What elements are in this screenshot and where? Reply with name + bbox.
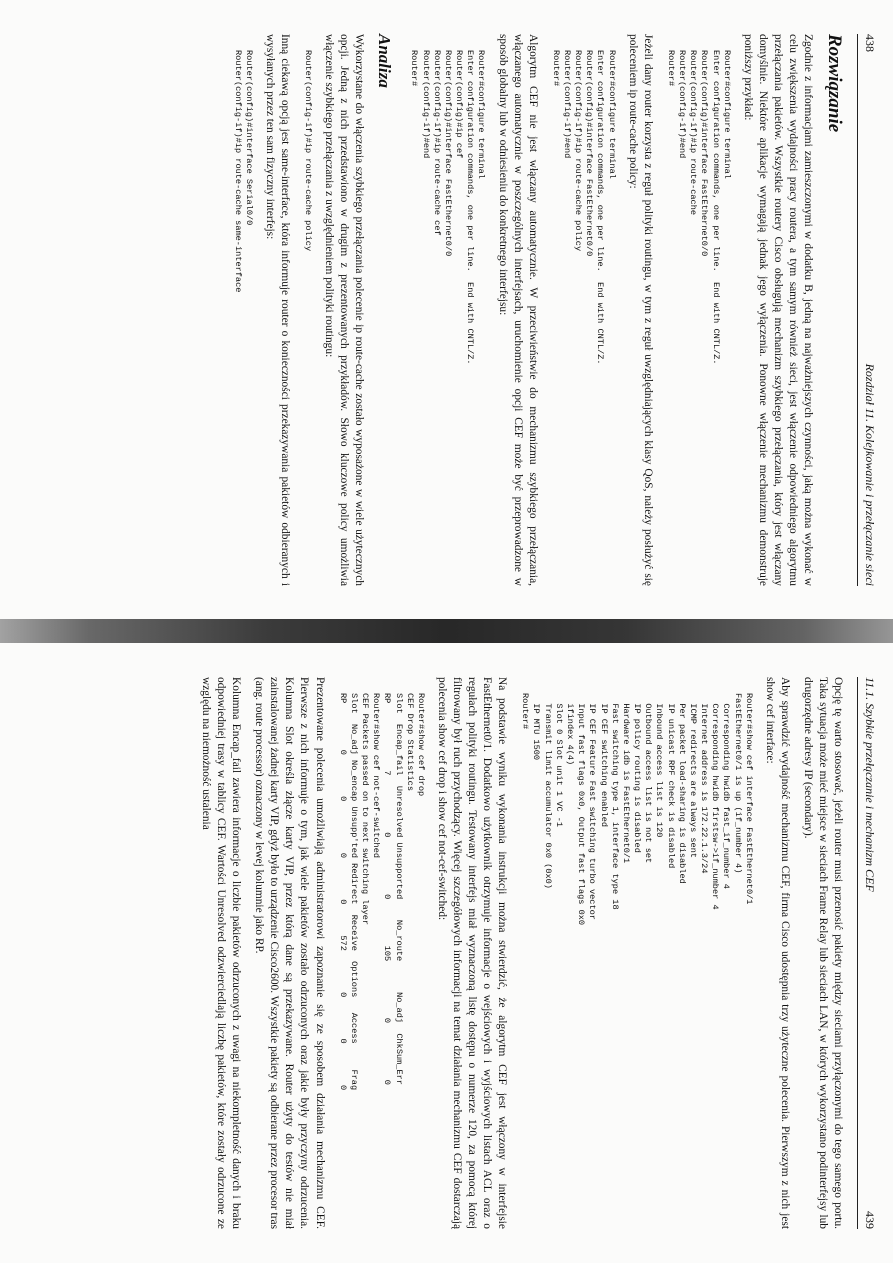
code-line: Router(config-if)#ip route-cache policy (303, 50, 314, 252)
code-line: Router#configure terminal (606, 50, 617, 179)
code-line: CEF Drop Statistics (404, 693, 415, 791)
book-gutter (0, 619, 893, 645)
left-page (0, 0, 893, 620)
code-line: Router(config)#interface Serial0/0 (243, 50, 254, 226)
code-line: ICMP redirects are always sent (687, 693, 698, 859)
code-line: Router#show cef drop (415, 693, 426, 797)
code-line: Router(config)#interface FastEthernet0/0 (584, 50, 595, 257)
section-heading-solution: Rozwiązanie (824, 34, 845, 133)
code-line: FastEthernet0/1 is up (if_number 4) (732, 693, 743, 874)
code-line: Router(config-if)#end (561, 50, 572, 159)
code-line: Corresponding hwidb firstsw->if_number 4 (710, 693, 721, 910)
code-line: Router(config)#ip cef (454, 50, 465, 159)
code-line: Per packet load-sharing is disabled (676, 693, 687, 884)
code-block (232, 50, 254, 586)
code-line: RP 7 0 0 105 0 0 (382, 693, 393, 1085)
right-page (0, 643, 893, 1263)
code-line: RP 0 0 0 0 572 0 0 0 (337, 693, 348, 1091)
code-line: Router(config-if)#end (420, 50, 431, 159)
code-line: Router(config-if)#ip route-cache same-interface (232, 50, 243, 293)
code-line: Slot Encap_fail Unresolved Unsupported No_route No_adj ChkSum_Err (393, 693, 404, 1085)
paragraph: Na podstawie wyniku wykonania instrukcji można stwierdzić, że algorytm CEF jest włączony w interfejsie FastEthernet0/1. Dodatkowo użytkownik otrzymuje informacje o wejściowych i wyjściowych listach ACL oraz o regułach polityki routingu. Testowany interfejs miał wyznaczoną listę dostępu o numerze 120, za pomocą której filtrowany był ruch przychodzący. Więcej szczegółowych informacji na temat działania mechanizmu CEF dostarczają polecenia show cef drop i show cef not-cef-switched: (435, 677, 509, 1229)
code-line: Router(config-if)#end (677, 50, 688, 159)
code-block (302, 50, 313, 586)
code-line: Slot No_adj No_encap Unsupp'ted Redirect Receive Options Access Frag (348, 693, 359, 1091)
code-block (408, 50, 486, 586)
code-line: Router(config-if)#ip route-cache policy (573, 50, 584, 252)
code-block (665, 50, 732, 586)
paragraph: Wykorzystane do włączenia szybkiego przełączania polecenie ip route-cache zostało wyposażone w wiele użytecznych opcji. Jedną z nich przedstawiono w drugim z prezentowanych przykładów. Słowo kluczowe policy umożliwia włączenie szybkiego przełączania z uwzględnieniem polityki routingu: (323, 34, 366, 586)
code-line: Input fast flags 0x0, Output fast flags 0x0 (576, 693, 587, 926)
code-line: IP policy routing is disabled (632, 693, 643, 853)
code-line: Router(config-if)#ip route-cache cef (431, 50, 442, 236)
section-heading-analysis: Analiza (375, 34, 395, 88)
code-line: Enter configuration commands, one per line. End with CNTL/Z. (595, 50, 606, 365)
code-line: Router# (665, 50, 676, 87)
code-line: Corresponding hwidb fast_if_number 4 (721, 693, 732, 889)
code-line: Router#configure terminal (721, 50, 732, 179)
code-line: Router(config)#interface FastEthernet0/0 (442, 50, 453, 257)
code-line: Router#configure terminal (476, 50, 487, 179)
code-line: Transmit limit accumulator 0x0 (0x0) (542, 693, 553, 889)
paragraph: Inną ciekawą opcją jest same-interface, która informuje router o konieczności przekazywania pakietów odbieranych i wysyłanych przez ten sam fizyczny interfejs: (263, 34, 291, 586)
code-line: Router# (550, 50, 561, 87)
chapter-title: Rozdział 11. Kolejkowanie i przełączanie sieci (863, 363, 877, 586)
code-line: Outbound access list is not set (643, 693, 654, 864)
code-line: IP MTU 1500 (531, 693, 542, 761)
code-block (519, 693, 754, 1229)
code-line: CEF Packets passed on to next switching layer (360, 693, 371, 926)
paragraph: Kolumna Encap_fail zawiera informacje o liczbie pakietów odrzuconych z uwagi na niekompletność danych i braku odpowiedniej trasy w tablicy CEF. Wartości Unresolved odzwierciedlają liczbę pakietów, które zostały odrzucone ze względu na niemożność ustalenia (200, 677, 243, 1229)
paragraph: Zgodnie z informacjami zamieszczonymi w dodatku B, jedną na najważniejszych czynności, jaką można wykonać w celu zwiększenia wydajności pracy routera, a tym samym również sieci, jest włączenie odpowiedniego algorytmu przełączania pakietów. Wszystkie routery Cisco obsługują mechanizm szybkiego przełączania, który jest włączany domyślnie. Niektóre aplikacje wymagają jednak jego wyłączenia. Ponowne włączenie mechanizmu demonstruje poniższy przykład: (741, 34, 814, 586)
code-line: Router# (409, 50, 420, 87)
paragraph: Jeżeli dany router korzysta z reguł polityki routingu, w tym z reguł uwzględniających klasy QoS, należy posłużyć się poleceniem ip route-cache policy: (626, 34, 654, 586)
code-block (550, 50, 617, 586)
code-line: Router#show cef interface FastEthernet0/1 (743, 693, 754, 905)
code-line: Internet address is 172.22.1.3/24 (699, 693, 710, 874)
paragraph: Aby sprawdzić wydajność mechanizmu CEF, firma Cisco udostępnia trzy użyteczne polecenia. Pierwszym z nich jest show cef interface: (763, 677, 791, 1229)
code-line: Inbound access list is 120 (654, 693, 665, 838)
code-block (337, 693, 426, 1229)
page-number: 439 (863, 1211, 877, 1229)
paragraph: Opcję tę warto stosować, jeżeli router musi przenosić pakiety między sieciami przyłączonymi do tego samego portu. Taka sytuacja może mieć miejsce w sieciach Frame Relay lub sieciach LAN, w których wykorzystano podinterfejsy lub drugorzędne adresy IP (secondary). (801, 677, 844, 1229)
section-title: 11.1. Szybkie przełączanie i mechanizm CEF (863, 677, 877, 892)
running-head (857, 677, 877, 1229)
code-line: Hardware idb is FastEthernet0/1 (620, 693, 631, 864)
code-line: ifindex 4(4) (565, 693, 576, 766)
code-line: Slot 0 Slot unit 1 VC -1 (553, 693, 564, 828)
code-line: Enter configuration commands, one per line. End with CNTL/Z. (465, 50, 476, 365)
code-line: Router(config)#interface FastEthernet0/0 (699, 50, 710, 257)
code-line: Router# (520, 693, 531, 730)
code-line: Enter configuration commands, one per line. End with CNTL/Z. (710, 50, 721, 365)
code-line: IP CEF switching enabled (598, 693, 609, 828)
page-number: 438 (863, 34, 877, 52)
code-line: Router#show cef not-cef-switched (371, 693, 382, 859)
paragraph: Algorytm CEF nie jest włączany automatycznie. W przeciwieństwie do mechanizmu szybkiego przełączania, włączanego automatycznie w poszczególnych interfejsach, uruchomienie opcji CEF może być przeprowadzone w sposób globalny lub w odniesieniu do konkretnego interfejsu: (496, 34, 539, 586)
paragraph: Prezentowane polecenia umożliwiają administratorowi zapoznanie się ze sposobem działania mechanizmu CEF. Pierwsze z nich informuje o tym, jak wiele pakietów zostało odrzuconych oraz jakie były przyczyny odrzucenia. Kolumna Slot określa złącze karty VIP, przez którą dane są przekazywane. Router użyty do testów nie miał zainstalowanej żadnej karty VIP, gdyż było to urządzenie Cisco2600. Wszystkie pakiety są odbierane przez procesor tras (ang. route processor) oznaczony w lewej kolumnie jako RP. (253, 677, 326, 1229)
code-line: IP CEF Feature Fast switching turbo vector (587, 693, 598, 920)
code-line: Fast switching type 1, interface type 18 (609, 693, 620, 910)
code-line: IP unicast RPF check is disabled (665, 693, 676, 869)
code-line: Router(config-if)#ip route-cache (688, 50, 699, 216)
running-head (857, 34, 877, 586)
